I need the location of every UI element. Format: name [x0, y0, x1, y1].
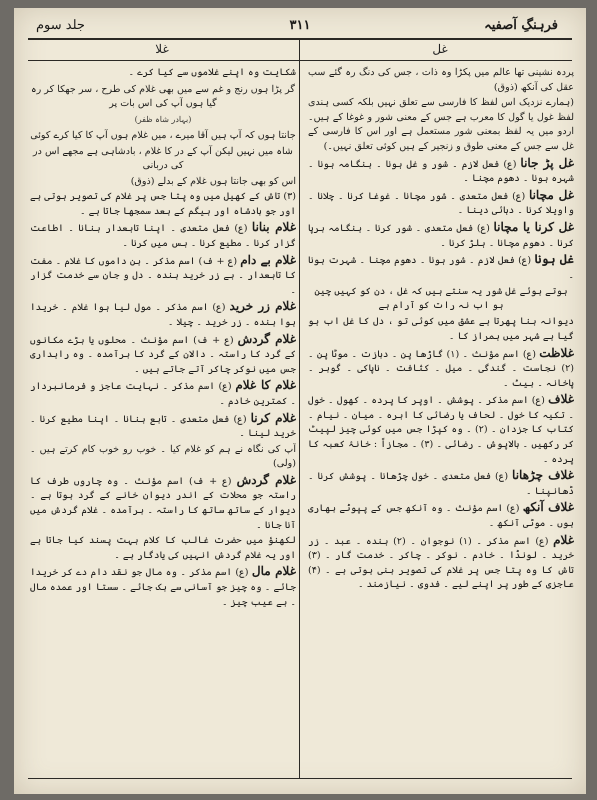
dictionary-entry	[30, 564, 296, 610]
verse-line: جانتا ہوں کہ آپ ہیں آقا میرے ، میں غلام ہوں آپ کا کیا کرے کوئی	[30, 129, 296, 141]
entry-definition: پردہ نشینی تھا عالم میں پکڑا وہ ذات ، جس کی دنگ رہ گئے سب عقل کی آنکھ (ذوق)	[308, 67, 574, 93]
entry-definition: (ع) اسم مذکر ۔ مول لیا ہوا غلام ۔ خریدا ہوا بندہ ۔ زر خرید ۔ چیلا ۔	[30, 302, 296, 328]
entry-definition: (ع + ف) اسم مؤنث ۔ وہ چاروں طرف کا راستہ جو محلات کے اندر دیوان خانے کے گرد ہوتا ہے ۔ دیوار کے ساتھ ساتھ کا راستہ ۔ برآمدہ ۔ غلام گردش میں آنا جانا ۔	[30, 475, 296, 531]
verse-line: شاہ میں نہیں لیکن آپ کے در کا غلام ، بادشاہی ہے مجھے اس در کی دربانی	[33, 145, 293, 171]
dictionary-entry	[30, 378, 296, 409]
dictionary-entry	[308, 252, 574, 283]
volume-label: جلد سوم	[36, 18, 85, 33]
dictionary-entry	[30, 473, 296, 533]
entry-definition: (ع) اسم مذکر ۔ نہایت عاجز و فرمانبردار ۔ کمترین خادم ۔	[30, 381, 296, 407]
entry-headword: غل پڑ جانا	[520, 155, 574, 170]
verse-line: ہوتے ہوئے غل شور یہ سنتے ہیں کہ غل ، دن کو کہیں چین ہو اب نہ رات کو آرام ہے	[314, 286, 568, 312]
entry-definition: (ع) اسم مؤنث ۔ وہ آنکھ جس کے پپوٹے بھاری ہوں ۔ موٹی آنکھ ۔	[308, 503, 574, 530]
entry-definition: (ع) فعل متعدی ۔ شور مچانا ۔ غوغا کرنا ۔ چلانا ۔ واویلا کرنا ۔ دہائی دینا ۔	[308, 190, 574, 217]
entry-definition: دیوانہ بنا پھرتا ہے عشق میں کوئی تو ، دل کا غل اب ہو گیا ہے شہر میں ہمراز کا ۔	[308, 316, 574, 342]
entry-headword: غلاف	[548, 392, 574, 407]
dictionary-entry	[30, 299, 296, 330]
entry-text	[30, 534, 296, 563]
column-heading-rule	[28, 60, 572, 61]
dictionary-entry	[308, 500, 574, 531]
entry-definition: (ع) فعل متعدی ۔ اپنا تابعدار بنانا ۔ اطاعت گزار کرنا ۔ مطیع کرنا ۔ بس میں کرنا ۔	[30, 223, 296, 249]
entry-headword: غلام کا غلام	[235, 378, 296, 393]
dictionary-entry	[308, 392, 574, 467]
entry-text	[308, 66, 574, 95]
entry-text	[30, 190, 296, 219]
entry-definition: (ہمارے نزدیک اس لفظ کا فارسی سے تعلق نہیں بلکہ کسی ہندی لفظ غول یا گول کا معرب ہے جس کے معنی شور و غوغا کے ہیں۔ اردو میں یہ لفظ بمعنی شور مستعمل ہے اور اس کا فارسی کے غل سے جس کے معنی طوق و زنجیر کے ہیں کوئی تعلق نہیں۔)	[308, 97, 574, 152]
entry-definition: (ع) فعل لازم ۔ شور ہونا ۔ دھوم مچنا ۔ شہرت ہونا ۔	[308, 255, 574, 281]
dictionary-entry	[308, 533, 574, 593]
header-rule	[28, 38, 572, 40]
right-column-heading: غل	[432, 42, 448, 56]
entry-headword: غلام بے دام	[240, 252, 296, 267]
entry-text	[308, 96, 574, 154]
dictionary-entry	[308, 156, 574, 187]
verse-line: گر پڑا ہوں رنج و غم سے میں بھی غلام کی طرح ، سر جھکا کر رہ گیا ہوں آپ کی اس بات پر	[30, 83, 295, 109]
left-column-heading: غلا	[155, 42, 169, 56]
entry-definition: (ع) فعل متعدی ۔ خول چڑھانا ۔ پوشش کرنا ۔ ڈھانپنا ۔	[308, 471, 574, 497]
entry-headword: غل ہونا	[534, 252, 574, 267]
entry-headword: غلاف آنکھ	[522, 500, 574, 515]
entry-definition: اس کو بھی جانتا ہوں غلام کے بدلے (ذوق)	[130, 175, 296, 187]
dictionary-entry	[308, 188, 574, 219]
entry-headword: غلاف چڑھانا	[512, 468, 574, 483]
entry-definition: (ع) اسم مذکر ۔ پوشش ۔ اوپر کا پردہ ۔ کھول ۔ خول ۔ تکیہ کا خول ۔ لحاف یا رضائی کا ابرہ ۔ میان ۔ نیام ۔ کتاب کا جزدان ۔ (۲) ۔ وہ کپڑا جس میں کوئی چیز لپیٹ کر رکھیں ۔ بالاپوش ۔ رضائی ۔ (۳) ۔ مجازاً : خانۂ کعبہ کا پردہ ۔	[308, 395, 574, 465]
entry-headword: غلام مال	[251, 564, 296, 579]
entry-definition: (ع) اسم مذکر ۔ (۱) نوجوان ۔ (۲) بندہ ۔ عبد ۔ زر خرید ۔ لونڈا ۔ خادم ۔ نوکر ۔ چاکر ۔ خدمت گار ۔ (۳) تاش کا وہ پتا جس پر غلام کی تصویر بنی ہوتی ہے ۔ (۴) عاجزی کے طور پر اپنے لیے ۔ فدوی ۔ نیازمند ۔	[308, 535, 574, 591]
entry-definition: (۳) تاش کے کھیل میں وہ پتا جس پر غلام کی تصویر ہوتی ہے اور جو بادشاہ اور بیگم کے بعد سمجھا جاتا ہے ۔	[30, 191, 296, 217]
entry-definition: شکایت وہ اپنے غلاموں سے کیا کرے ۔	[128, 67, 296, 78]
entry-headword: غلاظت	[539, 345, 574, 360]
entry-text	[30, 175, 296, 190]
dictionary-entry	[30, 332, 296, 378]
dictionary-entry	[308, 220, 574, 251]
page-number: ۳۱۱	[289, 18, 311, 33]
column-divider	[299, 38, 300, 778]
left-column	[30, 66, 296, 766]
entry-definition: (ع) اسم مؤنث ۔ (۱) گاڑھا پن ۔ دبازت ۔ موٹا پن ۔ (۲) نجاست ۔ گندگی ۔ میل ۔ کثافت ۔ ناپاکی ۔ گوبر ۔ پاخانہ ۔ بیٹ ۔	[308, 348, 574, 389]
entry-headword: غلام	[553, 532, 574, 547]
entry-text	[308, 315, 574, 344]
entry-definition: آپ کی نگاہ نے ہم کو غلام کیا ۔ خوب رو خوب کام کرتے ہیں ۔ (ولی)	[30, 443, 296, 470]
page-header	[14, 16, 586, 38]
entry-headword: غلام زر خرید	[229, 299, 296, 314]
dictionary-entry	[30, 220, 296, 251]
entry-definition: (ع) فعل متعدی ۔ شور کرنا ۔ ہنگامہ برپا کرنا ۔ دھوم مچانا ۔ ہلڑ کرنا ۔	[308, 222, 574, 249]
entry-headword: غلام بنانا	[251, 220, 296, 235]
dictionary-entry	[308, 468, 574, 499]
entry-headword: غلام گردش	[237, 331, 296, 346]
entry-headword: غلام کرنا	[250, 410, 296, 425]
entry-headword: غل مچانا	[528, 187, 574, 202]
dictionary-page	[14, 8, 586, 794]
dictionary-entry	[308, 346, 574, 392]
entry-headword: غل کرنا یا مچانا	[493, 219, 574, 234]
footer-rule	[28, 778, 572, 779]
running-title: فرہنگِ آصفیہ	[484, 18, 558, 33]
entry-definition: (ع) فعل متعدی ۔ تابع بنانا ۔ اپنا مطیع کرنا ۔ خرید لینا ۔	[30, 413, 296, 440]
entry-definition: (ع + ف) اسم مؤنث ۔ محلوں یا بڑے مکانوں کے گرد کا راستہ ۔ دالان کے گرد کا برآمدہ ۔ وہ راہداری جس میں نوکر چاکر آتے جاتے ہیں ۔	[30, 334, 296, 375]
entry-headword: غلام گردش	[236, 472, 296, 487]
entry-definition: لکھنؤ میں حضرت غالب کا کلام بہت پسند کیا جاتا ہے اور یہ غلام گردش انہیں کی یادگار ہے ۔	[30, 535, 296, 561]
entry-definition: (ع) فعل لازم ۔ شور و غل ہونا ۔ ہنگامہ ہونا ۔ شہرہ ہونا ۔ دھوم مچنا ۔	[308, 158, 574, 185]
dictionary-entry	[30, 411, 296, 442]
right-column	[308, 66, 574, 766]
entry-definition: (ع) اسم مذکر ۔ وہ مال جو نقد دام دے کر خریدا جائے ۔ وہ چیز جو آسانی سے بک جائے ۔ سستا اور عمدہ مال ۔ بے عیب چیز ۔	[30, 567, 296, 608]
entry-text	[30, 66, 296, 81]
entry-definition: (ع + ف) اسم مذکر ۔ بن داموں کا غلام ۔ مفت کا تابعدار ۔ بے زر خرید بندہ ۔ دل و جان سے خدمت گزار ۔	[30, 255, 296, 296]
verse-attribution: (بہادر شاہ ظفر)	[134, 114, 192, 124]
entry-text	[30, 443, 296, 472]
dictionary-entry	[30, 253, 296, 299]
